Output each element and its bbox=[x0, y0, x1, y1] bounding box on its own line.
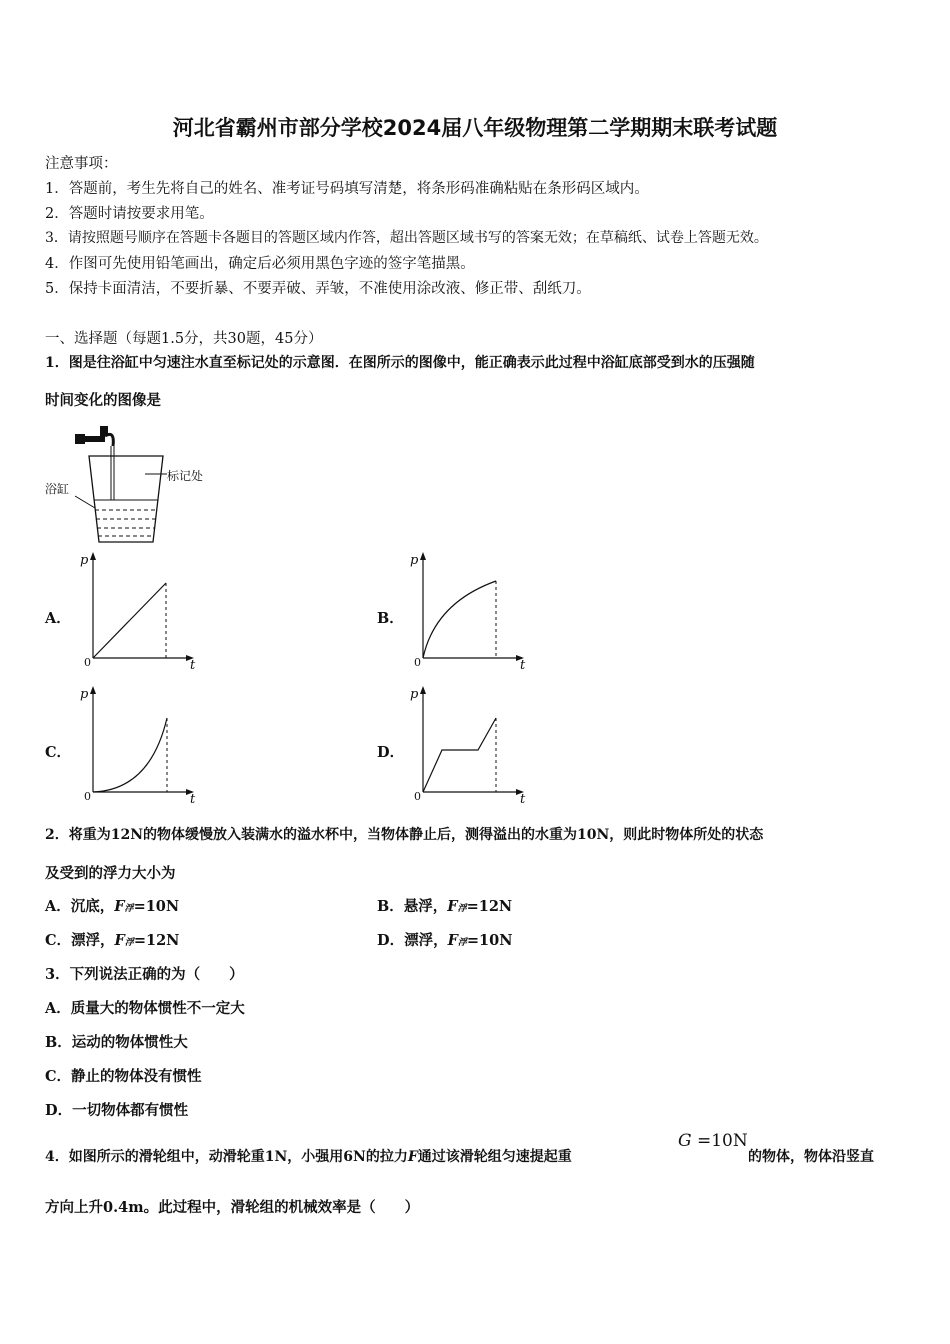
graph-b bbox=[410, 548, 530, 670]
mark-label: 标记处 bbox=[167, 469, 204, 483]
y-axis-arrow bbox=[420, 552, 426, 560]
q3-option-a: A．质量大的物体惯性不一定大 bbox=[45, 1000, 245, 1017]
force-subscript: 浮 bbox=[457, 938, 467, 948]
q3-stem: 3．下列说法正确的为（ ） bbox=[45, 966, 244, 983]
notice-item-2: 2．答题时请按要求用笔。 bbox=[45, 206, 214, 222]
notice-heading: 注意事项： bbox=[45, 156, 118, 172]
q4-stem-line1 bbox=[45, 1146, 572, 1166]
q3-option-c: C．静止的物体没有惯性 bbox=[45, 1068, 202, 1085]
q4-stem-part1: 4．如图所示的滑轮组中，动滑轮重1N，小强用6N的拉力 bbox=[45, 1149, 408, 1165]
graph-d bbox=[410, 682, 530, 804]
q3-option-b: B．运动的物体惯性大 bbox=[45, 1034, 188, 1051]
curve bbox=[93, 718, 167, 792]
page-title: 河北省霸州市部分学校2024届八年级物理第二学期期末联考试题 bbox=[172, 116, 778, 140]
curve bbox=[423, 718, 496, 792]
q2-option-a-value: =10N bbox=[133, 898, 180, 915]
axis-t-label: t bbox=[520, 658, 526, 670]
q4-stem-part2: 通过该滑轮组匀速提起重 bbox=[417, 1149, 572, 1165]
axis-t-label: t bbox=[190, 792, 196, 804]
faucet-spout bbox=[105, 434, 113, 446]
tub-pointer bbox=[75, 496, 95, 508]
notice-item-1: 1．答题前，考生先将自己的姓名、准考证号码填写清楚，将条形码准确粘贴在条形码区域内。 bbox=[45, 181, 649, 197]
force-symbol: F bbox=[114, 932, 125, 949]
force-symbol: F bbox=[447, 898, 458, 915]
q1-stem-line1: 1．图是往浴缸中匀速注水直至标记处的示意图．在图所示的图像中，能正确表示此过程中浴缸底部受到水的压强随 bbox=[45, 355, 755, 371]
q2-option-d-value: =10N bbox=[466, 932, 513, 949]
q4-stem-line2: 方向上升0.4m。此过程中，滑轮组的机械效率是（ ） bbox=[45, 1199, 420, 1216]
formula-g-symbol: G bbox=[678, 1131, 692, 1151]
graph-a bbox=[80, 548, 200, 670]
q2-option-a bbox=[45, 895, 179, 916]
q1-option-d-label: D． bbox=[377, 744, 405, 761]
origin-label: 0 bbox=[84, 790, 91, 803]
section-heading: 一、选择题（每题1.5分，共30题，45分） bbox=[45, 331, 323, 347]
q1-option-a-label: A． bbox=[45, 610, 71, 627]
q2-option-b-label: B．悬浮， bbox=[377, 898, 448, 915]
bathtub-figure bbox=[45, 418, 215, 548]
q2-option-c-label: C．漂浮， bbox=[45, 932, 115, 949]
q2-option-b bbox=[377, 895, 512, 916]
q4-stem-part3: 的物体，物体沿竖直 bbox=[748, 1149, 874, 1165]
formula-g-value: =10N bbox=[691, 1131, 748, 1151]
q2-stem-line1: 2．将重为12N的物体缓慢放入装满水的溢水杯中，当物体静止后，测得溢出的水重为10N，则此时物体所处的状态 bbox=[45, 827, 764, 843]
q1-option-b-label: B． bbox=[377, 610, 404, 627]
axis-p-label: p bbox=[410, 553, 419, 568]
notice-item-4: 4．作图可先使用铅笔画出，确定后必须用黑色字迹的签字笔描黑。 bbox=[45, 256, 475, 272]
graph-c bbox=[80, 682, 200, 804]
q2-stem-line2: 及受到的浮力大小为 bbox=[45, 865, 176, 882]
y-axis-arrow bbox=[90, 552, 96, 560]
curve bbox=[93, 583, 166, 658]
notice-item-5: 5．保持卡面清洁，不要折暴、不要弄破、弄皱，不准使用涂改液、修正带、刮纸刀。 bbox=[45, 281, 591, 297]
force-subscript: 浮 bbox=[124, 938, 134, 948]
force-symbol: F bbox=[407, 1149, 418, 1165]
force-symbol: F bbox=[114, 898, 125, 915]
tub-outline bbox=[89, 456, 163, 542]
axis-p-label: p bbox=[410, 687, 419, 702]
origin-label: 0 bbox=[84, 656, 91, 669]
origin-label: 0 bbox=[414, 656, 421, 669]
faucet-handle bbox=[75, 434, 85, 444]
y-axis-arrow bbox=[90, 686, 96, 694]
q2-option-c bbox=[45, 929, 179, 950]
q2-option-d bbox=[377, 929, 512, 950]
axis-p-label: p bbox=[80, 553, 89, 568]
q1-option-c-label: C． bbox=[45, 744, 72, 761]
origin-label: 0 bbox=[414, 790, 421, 803]
q2-option-a-label: A．沉底， bbox=[45, 898, 115, 915]
y-axis-arrow bbox=[420, 686, 426, 694]
force-subscript: 浮 bbox=[457, 904, 467, 914]
q4-formula bbox=[678, 1131, 748, 1151]
q2-option-d-label: D．漂浮， bbox=[377, 932, 448, 949]
q1-stem-line2: 时间变化的图像是 bbox=[45, 392, 161, 409]
q2-option-b-value: =12N bbox=[466, 898, 513, 915]
tub-label: 浴缸 bbox=[45, 482, 70, 496]
q3-option-d: D．一切物体都有惯性 bbox=[45, 1102, 189, 1119]
axis-t-label: t bbox=[520, 792, 526, 804]
force-symbol: F bbox=[447, 932, 458, 949]
force-subscript: 浮 bbox=[124, 904, 134, 914]
axis-t-label: t bbox=[190, 658, 196, 670]
faucet-body bbox=[85, 436, 105, 442]
faucet-top bbox=[100, 426, 108, 436]
notice-item-3: 3．请按照题号顺序在答题卡各题目的答题区域内作答，超出答题区域书写的答案无效；在草稿纸、试卷上答题无效。 bbox=[45, 230, 768, 246]
q2-option-c-value: =12N bbox=[133, 932, 180, 949]
curve bbox=[423, 581, 496, 658]
axis-p-label: p bbox=[80, 687, 89, 702]
